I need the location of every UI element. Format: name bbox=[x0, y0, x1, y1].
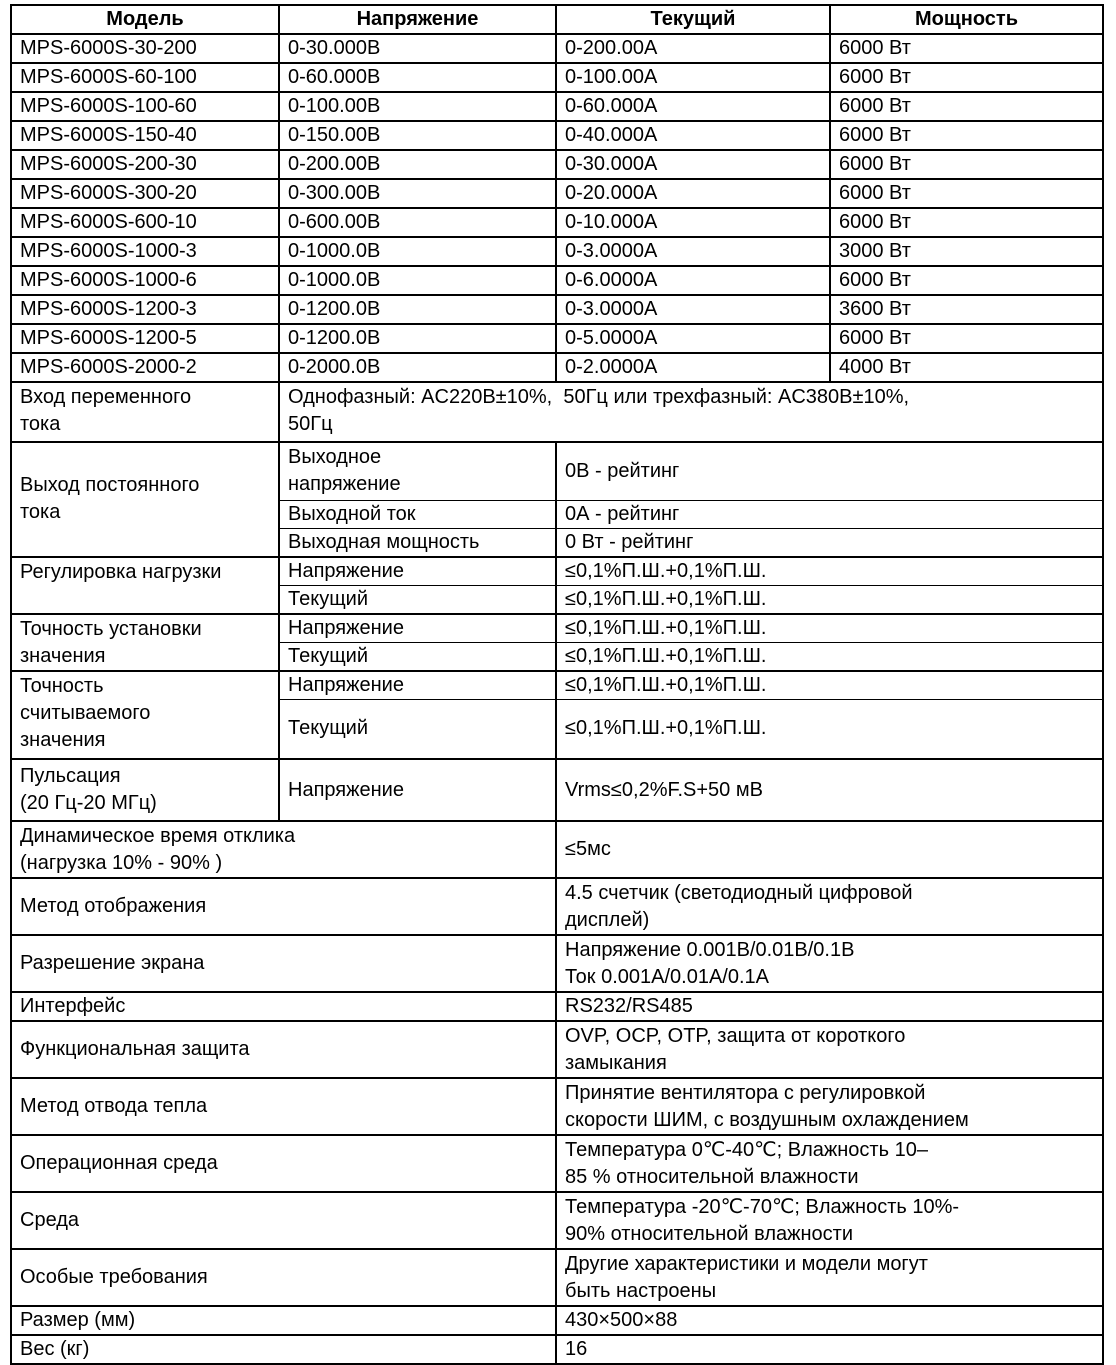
spec-row bbox=[11, 1306, 1103, 1335]
power-rating: 6000 Вт bbox=[830, 266, 1103, 295]
voltage-range: 0-200.00В bbox=[279, 150, 556, 179]
model-row bbox=[11, 92, 1103, 121]
column-header-model: Модель bbox=[11, 5, 279, 34]
model-name: MPS-6000S-60-100 bbox=[11, 63, 279, 92]
spec-value-cell: Принятие вентилятора с регулировкой скорости ШИМ, с воздушным охлаждением bbox=[556, 1078, 1103, 1135]
spec-value-cell: ≤0,1%П.Ш.+0,1%П.Ш. bbox=[556, 699, 1103, 759]
spec-value-cell: 4.5 счетчик (светодиодный цифровой дисплей) bbox=[556, 878, 1103, 935]
model-row bbox=[11, 150, 1103, 179]
model-row bbox=[11, 208, 1103, 237]
spec-value-cell: RS232/RS485 bbox=[556, 992, 1103, 1021]
spec-label-cell: Интерфейс bbox=[11, 992, 556, 1021]
spec-value-cell: Однофазный: AC220В±10%, 50Гц или трехфазный: AC380В±10%, 50Гц bbox=[279, 382, 1103, 442]
voltage-range: 0-1200.0В bbox=[279, 295, 556, 324]
spec-label-cell: Метод отвода тепла bbox=[11, 1078, 556, 1135]
spec-row bbox=[11, 935, 1103, 992]
power-rating: 6000 Вт bbox=[830, 179, 1103, 208]
spec-value-cell: OVP, OCP, OTP, защита от короткого замыкания bbox=[556, 1021, 1103, 1078]
spec-row bbox=[11, 1135, 1103, 1192]
voltage-range: 0-60.000В bbox=[279, 63, 556, 92]
power-rating: 6000 Вт bbox=[830, 121, 1103, 150]
spec-row bbox=[11, 442, 1103, 500]
spec-row bbox=[11, 759, 1103, 821]
spec-label-cell: Динамическое время отклика (нагрузка 10% - 90% ) bbox=[11, 821, 556, 878]
column-header-current: Текущий bbox=[556, 5, 830, 34]
spec-row bbox=[11, 1192, 1103, 1249]
spec-row bbox=[11, 382, 1103, 442]
spec-label-cell: Разрешение экрана bbox=[11, 935, 556, 992]
spec-value-cell: ≤0,1%П.Ш.+0,1%П.Ш. bbox=[556, 557, 1103, 586]
spec-row bbox=[11, 671, 1103, 700]
model-name: MPS-6000S-300-20 bbox=[11, 179, 279, 208]
spec-value-cell: 16 bbox=[556, 1335, 1103, 1364]
spec-sublabel-cell: Текущий bbox=[279, 699, 556, 759]
power-rating: 6000 Вт bbox=[830, 92, 1103, 121]
power-rating: 6000 Вт bbox=[830, 63, 1103, 92]
column-header-voltage: Напряжение bbox=[279, 5, 556, 34]
spec-sublabel-cell: Напряжение bbox=[279, 759, 556, 821]
power-rating: 6000 Вт bbox=[830, 324, 1103, 353]
spec-value-cell: Температура -20℃-70℃; Влажность 10%- 90% относительной влажности bbox=[556, 1192, 1103, 1249]
model-row bbox=[11, 63, 1103, 92]
spec-sublabel-cell: Текущий bbox=[279, 585, 556, 614]
model-row bbox=[11, 179, 1103, 208]
voltage-range: 0-300.00В bbox=[279, 179, 556, 208]
spec-label-cell: Регулировка нагрузки bbox=[11, 557, 279, 614]
header-row bbox=[11, 5, 1103, 34]
model-row bbox=[11, 121, 1103, 150]
spec-label-cell: Особые требования bbox=[11, 1249, 556, 1306]
spec-sublabel-cell: Вход переменного тока bbox=[11, 382, 279, 442]
spec-value-cell: ≤0,1%П.Ш.+0,1%П.Ш. bbox=[556, 585, 1103, 614]
spec-sublabel-cell: Напряжение bbox=[279, 671, 556, 700]
model-name: MPS-6000S-30-200 bbox=[11, 34, 279, 63]
model-name: MPS-6000S-600-10 bbox=[11, 208, 279, 237]
model-name: MPS-6000S-1200-5 bbox=[11, 324, 279, 353]
spec-table bbox=[10, 4, 1104, 1365]
spec-row bbox=[11, 821, 1103, 878]
spec-value-cell: Напряжение 0.001В/0.01В/0.1В Ток 0.001А/0.01А/0.1А bbox=[556, 935, 1103, 992]
power-rating: 3600 Вт bbox=[830, 295, 1103, 324]
model-name: MPS-6000S-2000-2 bbox=[11, 353, 279, 382]
spec-label-cell: Пульсация (20 Гц-20 МГц) bbox=[11, 759, 279, 821]
model-name: MPS-6000S-150-40 bbox=[11, 121, 279, 150]
voltage-range: 0-2000.0В bbox=[279, 353, 556, 382]
spec-sublabel-cell: Выходная мощность bbox=[279, 528, 556, 557]
spec-label-cell: Операционная среда bbox=[11, 1135, 556, 1192]
model-name: MPS-6000S-100-60 bbox=[11, 92, 279, 121]
spec-sublabel-cell: Выходной ток bbox=[279, 500, 556, 528]
power-rating: 6000 Вт bbox=[830, 208, 1103, 237]
spec-sublabel-cell: Напряжение bbox=[279, 614, 556, 643]
spec-value-cell: ≤5мс bbox=[556, 821, 1103, 878]
current-range: 0-20.000А bbox=[556, 179, 830, 208]
current-range: 0-5.0000А bbox=[556, 324, 830, 353]
spec-label-cell: Выход постоянного тока bbox=[11, 442, 279, 557]
voltage-range: 0-1200.0В bbox=[279, 324, 556, 353]
model-row bbox=[11, 353, 1103, 382]
voltage-range: 0-600.00В bbox=[279, 208, 556, 237]
spec-sublabel-cell: Выходное напряжение bbox=[279, 442, 556, 500]
spec-label-cell: Точность установки значения bbox=[11, 614, 279, 671]
spec-value-cell: 0 Вт - рейтинг bbox=[556, 528, 1103, 557]
model-name: MPS-6000S-1200-3 bbox=[11, 295, 279, 324]
model-row bbox=[11, 295, 1103, 324]
spec-label-cell: Метод отображения bbox=[11, 878, 556, 935]
model-name: MPS-6000S-1000-3 bbox=[11, 237, 279, 266]
current-range: 0-60.000А bbox=[556, 92, 830, 121]
spec-value-cell: 0В - рейтинг bbox=[556, 442, 1103, 500]
spec-value-cell: Температура 0℃-40℃; Влажность 10– 85 % относительной влажности bbox=[556, 1135, 1103, 1192]
spec-sublabel-cell: Текущий bbox=[279, 642, 556, 671]
model-row bbox=[11, 34, 1103, 63]
spec-row bbox=[11, 1078, 1103, 1135]
power-rating: 3000 Вт bbox=[830, 237, 1103, 266]
model-row bbox=[11, 266, 1103, 295]
voltage-range: 0-1000.0В bbox=[279, 266, 556, 295]
spec-value-cell: Vrms≤0,2%F.S+50 мВ bbox=[556, 759, 1103, 821]
column-header-power: Мощность bbox=[830, 5, 1103, 34]
spec-row bbox=[11, 1021, 1103, 1078]
power-rating: 4000 Вт bbox=[830, 353, 1103, 382]
spec-label-cell: Среда bbox=[11, 1192, 556, 1249]
current-range: 0-30.000А bbox=[556, 150, 830, 179]
current-range: 0-100.00А bbox=[556, 63, 830, 92]
current-range: 0-200.00А bbox=[556, 34, 830, 63]
spec-label-cell: Вес (кг) bbox=[11, 1335, 556, 1364]
power-rating: 6000 Вт bbox=[830, 150, 1103, 179]
current-range: 0-3.0000А bbox=[556, 295, 830, 324]
model-name: MPS-6000S-1000-6 bbox=[11, 266, 279, 295]
spec-label-cell: Размер (мм) bbox=[11, 1306, 556, 1335]
current-range: 0-3.0000А bbox=[556, 237, 830, 266]
spec-sublabel-cell: Напряжение bbox=[279, 557, 556, 586]
spec-value-cell: 430×500×88 bbox=[556, 1306, 1103, 1335]
spec-row bbox=[11, 557, 1103, 586]
spec-value-cell: Другие характеристики и модели могут быть настроены bbox=[556, 1249, 1103, 1306]
current-range: 0-2.0000А bbox=[556, 353, 830, 382]
current-range: 0-10.000А bbox=[556, 208, 830, 237]
voltage-range: 0-30.000В bbox=[279, 34, 556, 63]
spec-row bbox=[11, 992, 1103, 1021]
spec-row bbox=[11, 614, 1103, 643]
spec-value-cell: ≤0,1%П.Ш.+0,1%П.Ш. bbox=[556, 614, 1103, 643]
model-row bbox=[11, 237, 1103, 266]
power-rating: 6000 Вт bbox=[830, 34, 1103, 63]
model-name: MPS-6000S-200-30 bbox=[11, 150, 279, 179]
current-range: 0-6.0000А bbox=[556, 266, 830, 295]
spec-value-cell: ≤0,1%П.Ш.+0,1%П.Ш. bbox=[556, 671, 1103, 700]
spec-value-cell: 0А - рейтинг bbox=[556, 500, 1103, 528]
spec-value-cell: ≤0,1%П.Ш.+0,1%П.Ш. bbox=[556, 642, 1103, 671]
spec-label-cell: Функциональная защита bbox=[11, 1021, 556, 1078]
spec-label-cell: Точность считываемого значения bbox=[11, 671, 279, 760]
voltage-range: 0-150.00В bbox=[279, 121, 556, 150]
voltage-range: 0-100.00В bbox=[279, 92, 556, 121]
voltage-range: 0-1000.0В bbox=[279, 237, 556, 266]
spec-row bbox=[11, 878, 1103, 935]
current-range: 0-40.000А bbox=[556, 121, 830, 150]
model-row bbox=[11, 324, 1103, 353]
spec-row bbox=[11, 1249, 1103, 1306]
